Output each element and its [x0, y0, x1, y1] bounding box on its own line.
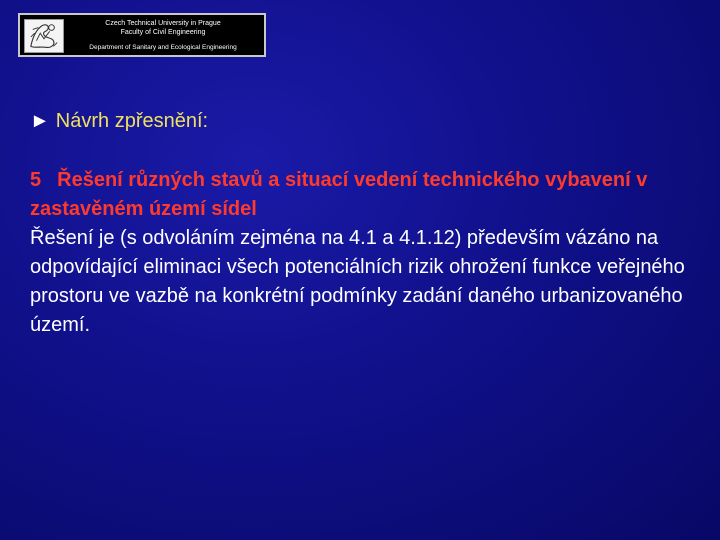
department-name: Department of Sanitary and Ecological Engineering [89, 44, 237, 51]
section-number: 5 [30, 169, 42, 191]
section-body: Řešení je (s odvoláním zejména na 4.1 a 4.1.12) především vázáno na odpovídající eliminaci všech potenciálních rizik ohrožení funkce veřejného prostoru ve vazbě na konkrétní podmínky zadání daného urbanizovaného území. [30, 227, 685, 336]
bullet-heading [30, 110, 208, 133]
university-header [18, 13, 266, 57]
triangle-bullet-icon: ► [30, 110, 50, 132]
bullet-text: Návrh zpřesnění: [55, 110, 209, 132]
section-heading-text: Řešení různých stavů a situací vedení technického vybavení v zastavěném území sídel [30, 169, 648, 220]
section-heading [30, 166, 695, 224]
slide-content [30, 166, 695, 340]
university-name: Czech Technical University in Prague [105, 20, 221, 27]
faculty-name: Faculty of Civil Engineering [120, 29, 206, 36]
university-logo-icon [24, 19, 64, 53]
